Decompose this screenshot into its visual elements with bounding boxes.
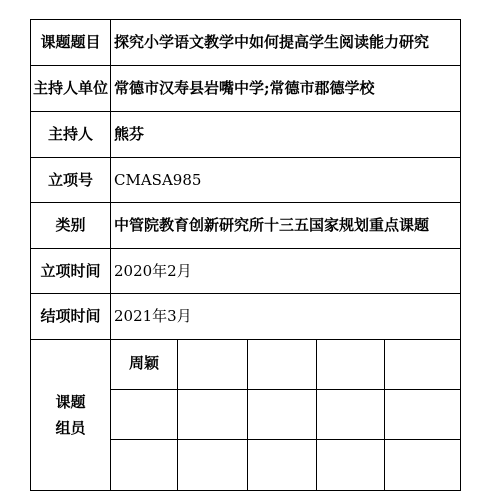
member-cell: [317, 390, 385, 440]
member-cell: [111, 390, 178, 440]
member-cell: [385, 340, 461, 390]
category-value: 中管院教育创新研究所十三五国家规划重点课题: [111, 203, 461, 249]
end-date-label: 结项时间: [31, 294, 111, 340]
host-unit-value: 常德市汉寿县岩嘴中学;常德市郡德学校: [111, 66, 461, 112]
end-date-value: 2021年3月: [111, 294, 461, 340]
start-date-value: 2020年2月: [111, 249, 461, 294]
start-date-label: 立项时间: [31, 249, 111, 294]
member-cell: [317, 440, 385, 491]
member-cell: [248, 390, 317, 440]
member-cell: [248, 440, 317, 491]
member-cell: [385, 390, 461, 440]
project-title-value: 探究小学语文教学中如何提高学生阅读能力研究: [111, 20, 461, 66]
member-name-cell: 周颖: [111, 340, 178, 390]
host-unit-label: 主持人单位: [31, 66, 111, 112]
members-row: [31, 340, 461, 390]
member-cell: [178, 340, 248, 390]
row-end-date: [31, 294, 461, 340]
member-cell: [178, 440, 248, 491]
row-start-date: [31, 249, 461, 294]
members-label: [31, 340, 111, 491]
member-cell: [385, 440, 461, 491]
host-label: 主持人: [31, 112, 111, 158]
category-label: 类别: [31, 203, 111, 249]
project-number-label: 立项号: [31, 158, 111, 203]
project-title-label: 课题题目: [31, 20, 111, 66]
row-category: [31, 203, 461, 249]
row-project-title: [31, 20, 461, 66]
member-cell: [111, 440, 178, 491]
member-cell: [178, 390, 248, 440]
member-cell: [248, 340, 317, 390]
row-host: [31, 112, 461, 158]
members-label-line2: 组员: [55, 419, 86, 437]
host-value: 熊芬: [111, 112, 461, 158]
row-project-number: [31, 158, 461, 203]
project-number-value: CMASA985: [111, 158, 461, 203]
row-host-unit: [31, 66, 461, 112]
members-label-line1: 课题: [55, 393, 86, 411]
project-info-table: [30, 19, 461, 491]
member-cell: [317, 340, 385, 390]
